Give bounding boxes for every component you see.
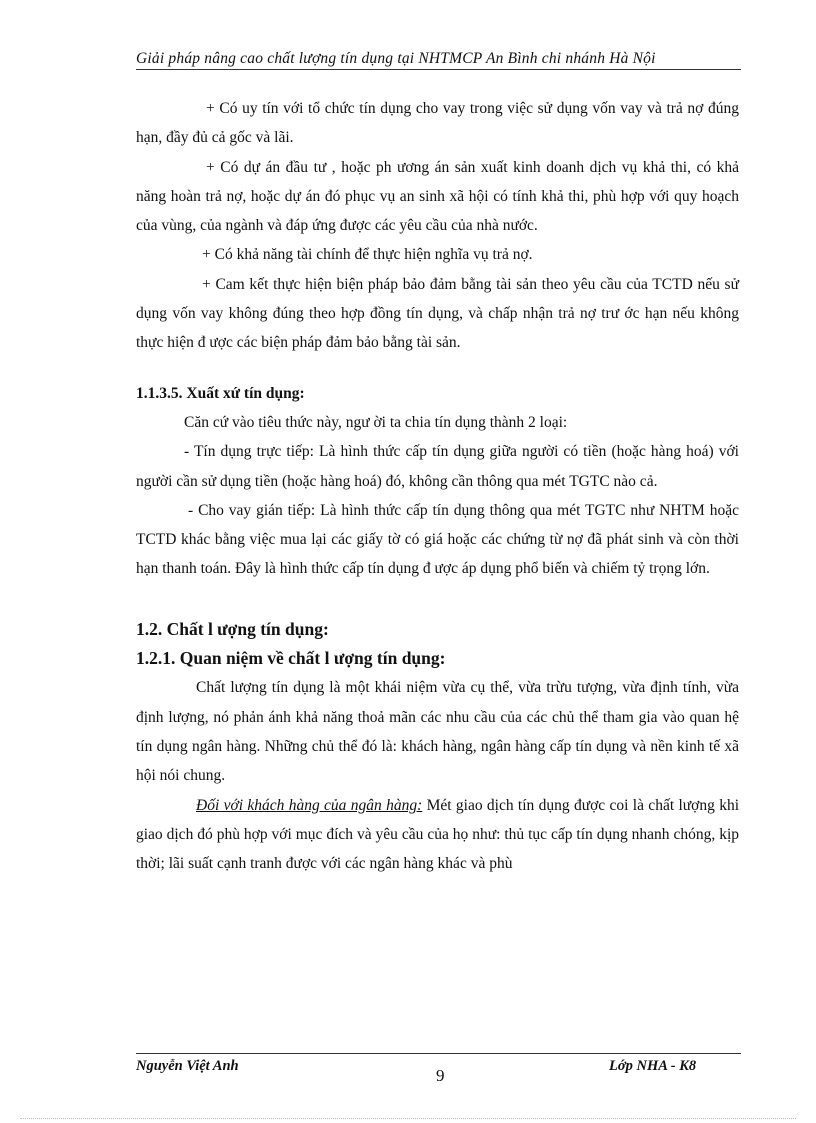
paragraph-lead-underlined: Đối với khách hàng của ngân hàng: xyxy=(196,796,423,814)
page-number: 9 xyxy=(436,1066,445,1085)
paragraph-cho-vay-gian-tiep: - Cho vay gián tiếp: Là hình thức cấp tín dụng thông qua mét TGTC như NHTM hoặc TCTD khác bằng việc mua lại các giấy tờ có giá hoặc các chứng từ nợ đã phát sinh và còn thời hạn thanh toán. Đây là hình thức cấp tín dụng đ ược áp dụng phổ biến và chiếm tỷ trọng lớn. xyxy=(136,501,739,578)
heading-1-2: 1.2. Chất l ượng tín dụng: xyxy=(136,618,329,639)
paragraph-tin-dung-truc-tiep: - Tín dụng trực tiếp: Là hình thức cấp tín dụng giữa người có tiền (hoặc hàng hoá) với người cần sử dụng tiền (hoặc hàng hoá) đó, không cần thông qua mét TGTC nào cả. xyxy=(136,443,739,490)
paragraph-doi-voi-khach-hang xyxy=(136,791,739,879)
heading-1-2-1: 1.2.1. Quan niệm về chất l ượng tín dụng: xyxy=(136,648,446,669)
running-header: Giải pháp nâng cao chất lượng tín dụng tại NHTMCP An Bình chi nhánh Hà Nội xyxy=(136,50,656,67)
footer-divider xyxy=(136,1053,741,1054)
paragraph-chat-luong-khai-niem: Chất lượng tín dụng là một khái niệm vừa cụ thể, vừa trừu tượng, vừa định tính, vừa định lượng, nó phản ánh khả năng thoả mãn các nhu cầu của các chủ thể tham gia vào quan hệ tín dụng ngân hàng. Những chủ thể đó là: khách hàng, ngân hàng cấp tín dụng và nền kinh tế xã hội nói chung. xyxy=(136,679,739,785)
paragraph-kha-nang-tai-chinh: + Có khả năng tài chính để thực hiện nghĩa vụ trả nợ. xyxy=(202,246,533,264)
footer-author: Nguyễn Việt Anh xyxy=(136,1058,239,1074)
paragraph-du-an: + Có dự án đầu tư , hoặc ph ương án sản xuất kinh doanh dịch vụ khả thi, có khả năng hoàn trả nợ, hoặc dự án đó phục vụ an sinh xã hội có tính khả thi, phù hợp với quy hoạch của vùng, của ngành và đáp ứng được các yêu cầu của nhà nước. xyxy=(136,158,739,235)
paragraph-cam-ket: + Cam kết thực hiện biện pháp bảo đảm bằng tài sản theo yêu cầu của TCTD nếu sử dụng vốn vay không đúng theo hợp đồng tín dụng, và chấp nhận trả nợ trư ớc hạn nếu không thực hiện đ ược các biện pháp đảm bảo bằng tài sản. xyxy=(136,275,739,352)
paragraph-uy-tin: + Có uy tín với tổ chức tín dụng cho vay trong việc sử dụng vốn vay và trả nợ đúng hạn, đầy đủ cả gốc và lãi. xyxy=(136,100,739,147)
paragraph-can-cu: Căn cứ vào tiêu thức này, ngư ời ta chia tín dụng thành 2 loại: xyxy=(184,413,568,431)
paragraph-body-text: Mét giao dịch tín dụng được coi là chất lượng khi giao dịch đó phù hợp với mục đích và yêu cầu của họ như: thủ tục cấp tín dụng nhanh chóng, kịp thời; lãi suất cạnh tranh được với các ngân hàng khác và phù xyxy=(136,796,740,873)
heading-1-1-3-5: 1.1.3.5. Xuất xứ tín dụng: xyxy=(136,384,305,402)
page-edge-divider xyxy=(20,1118,796,1119)
page-body xyxy=(136,94,739,878)
header-divider xyxy=(136,69,741,70)
footer-class: Lớp NHA - K8 xyxy=(609,1058,697,1074)
